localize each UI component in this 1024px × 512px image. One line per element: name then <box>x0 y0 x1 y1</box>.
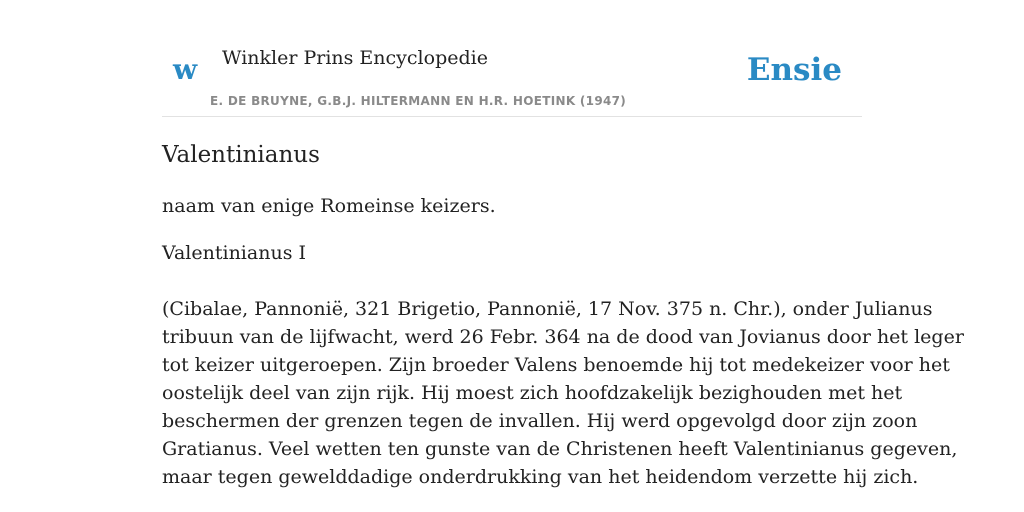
article-title: Valentinianus <box>162 142 320 168</box>
body-line: tot keizer uitgeroepen. Zijn broeder Valens benoemde hij tot medekeizer voor het <box>162 354 950 376</box>
source-title[interactable]: Winkler Prins Encyclopedie <box>222 47 488 69</box>
ensie-logo[interactable]: Ensie <box>746 52 842 88</box>
body-line: beschermen der grenzen tegen de invallen. Hij werd opgevolgd door zijn zoon <box>162 410 918 432</box>
body-line: tribuun van de lijfwacht, werd 26 Febr. 364 na de dood van Jovianus door het leger <box>162 326 964 348</box>
body-line: maar tegen gewelddadige onderdrukking van het heidendom verzette hij zich. <box>162 466 919 488</box>
body-line: Gratianus. Veel wetten ten gunste van de Christenen heeft Valentinianus gegeven, <box>162 438 958 460</box>
article-lead: naam van enige Romeinse keizers. <box>162 195 496 217</box>
body-line: oostelijk deel van zijn rijk. Hij moest zich hoofdzakelijk bezighouden met het <box>162 382 903 404</box>
winkler-prins-logo-icon[interactable]: w <box>173 53 198 86</box>
article-body <box>162 295 964 491</box>
page <box>162 0 964 488</box>
body-line: (Cibalae, Pannonië, 321 Brigetio, Pannonië, 17 Nov. 375 n. Chr.), onder Julianus <box>162 298 933 320</box>
source-authors: E. DE BRUYNE, G.B.J. HILTERMANN EN H.R. HOETINK (1947) <box>210 94 627 108</box>
article-subheading: Valentinianus I <box>162 242 306 264</box>
source-header <box>162 0 862 117</box>
